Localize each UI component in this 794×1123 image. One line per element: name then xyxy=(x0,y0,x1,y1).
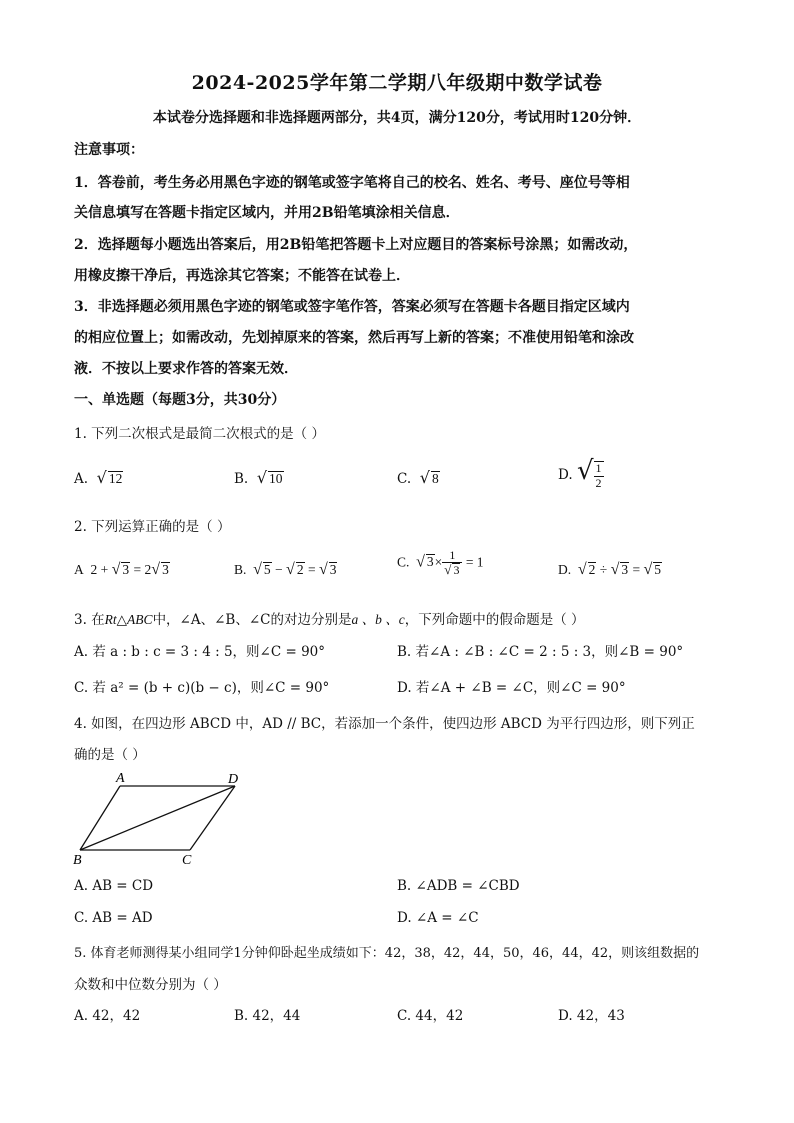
q4-option-b: B. ∠ADB = ∠CBD xyxy=(397,878,520,894)
question-3-stem: 3. 在Rt△ABC中，∠A、∠B、∠C的对边分别是a 、b 、c，下列命题中的假命题是（ ） xyxy=(74,612,585,628)
question-1-stem: 1. 下列二次根式是最简二次根式的是（ ） xyxy=(74,426,325,442)
vertex-label-d: D xyxy=(228,772,239,787)
q3-option-b: B. 若∠A : ∠B : ∠C = 2 : 5 : 3，则∠B = 90° xyxy=(397,644,684,660)
notes-line: 3．非选择题必须用黑色字迹的钢笔或签字笔作答，答案必须写在答题卡各题目指定区域内 xyxy=(74,299,630,315)
notes-line: 关信息填写在答题卡指定区域内，并用2B铅笔填涂相关信息． xyxy=(74,205,460,221)
q1-option-d: D. √ $\frac{1}{2}$ xyxy=(558,456,602,490)
q5-option-a: A. 42，42 xyxy=(74,1008,141,1024)
notes-heading: 注意事项： xyxy=(74,142,144,158)
section-heading: 一、单选题（每题3分，共30分） xyxy=(74,392,286,408)
question-5-stem-cont: 众数和中位数分别为（ ） xyxy=(74,977,227,993)
q4-option-d: D. ∠A = ∠C xyxy=(397,910,479,926)
q5-option-d: D. 42，43 xyxy=(558,1008,625,1024)
q1-option-a: A. √ 12 xyxy=(74,468,123,487)
exam-subtitle: 本试卷分选择题和非选择题两部分，共4页，满分120分，考试用时120分钟． xyxy=(152,110,642,126)
q2-option-c: C. √ 3× $\frac{1}{√ 3}$ = 1 xyxy=(397,548,484,578)
q2-option-a: A 2 + √ 3 = 2√ 3 xyxy=(74,561,169,578)
vertex-label-b: B xyxy=(73,853,82,868)
question-2-stem: 2. 下列运算正确的是（ ） xyxy=(74,519,231,535)
q2-option-d: D. √ 2 ÷ √ 3 = √ 5 xyxy=(558,561,662,578)
notes-line: 用橡皮擦干净后，再选涂其它答案；不能答在试卷上． xyxy=(74,268,410,284)
q1-option-c: C. √ 8 xyxy=(397,468,439,487)
vertex-label-a: A xyxy=(116,771,125,786)
q3-option-c: C. 若 a² = (b + c)(b − c)，则∠C = 90° xyxy=(74,680,330,696)
question-4-stem: 4. 如图，在四边形 ABCD 中，AD // BC，若添加一个条件，使四边形 ABCD 为平行四边形，则下列正 xyxy=(74,716,695,732)
q5-option-c: C. 44，42 xyxy=(397,1008,464,1024)
q5-option-b: B. 42，44 xyxy=(234,1008,301,1024)
q1-option-b: B. √ 10 xyxy=(234,468,283,487)
notes-line: 2．选择题每小题选出答案后，用2B铅笔把答题卡上对应题目的答案标号涂黑；如需改动， xyxy=(74,237,638,253)
vertex-label-c: C xyxy=(182,853,192,868)
q4-option-c: C. AB = AD xyxy=(74,910,153,926)
q2-option-b: B. √ 5 − √ 2 = √ 3 xyxy=(234,561,337,578)
notes-line: 的相应位置上；如需改动，先划掉原来的答案，然后再写上新的答案；不准使用铅笔和涂改 xyxy=(74,330,634,346)
q3-option-d: D. 若∠A + ∠B = ∠C，则∠C = 90° xyxy=(397,680,626,696)
q4-option-a: A. AB = CD xyxy=(74,878,154,894)
question-5-stem: 5. 体育老师测得某小组同学1分钟仰卧起坐成绩如下：42，38，42，44，50，46，44，42，则该组数据的 xyxy=(74,946,700,961)
parallelogram-figure xyxy=(70,768,255,868)
notes-line: 液．不按以上要求作答的答案无效． xyxy=(74,361,298,377)
exam-title: 2024-2025学年第二学期八年级期中数学试卷 xyxy=(191,72,603,94)
question-4-stem-cont: 确的是（ ） xyxy=(74,747,146,763)
q3-option-a: A. 若 a : b : c = 3 : 4 : 5，则∠C = 90° xyxy=(74,644,326,660)
notes-line: 1．答卷前，考生务必用黑色字迹的钢笔或签字笔将自己的校名、姓名、考号、座位号等相 xyxy=(74,175,630,191)
